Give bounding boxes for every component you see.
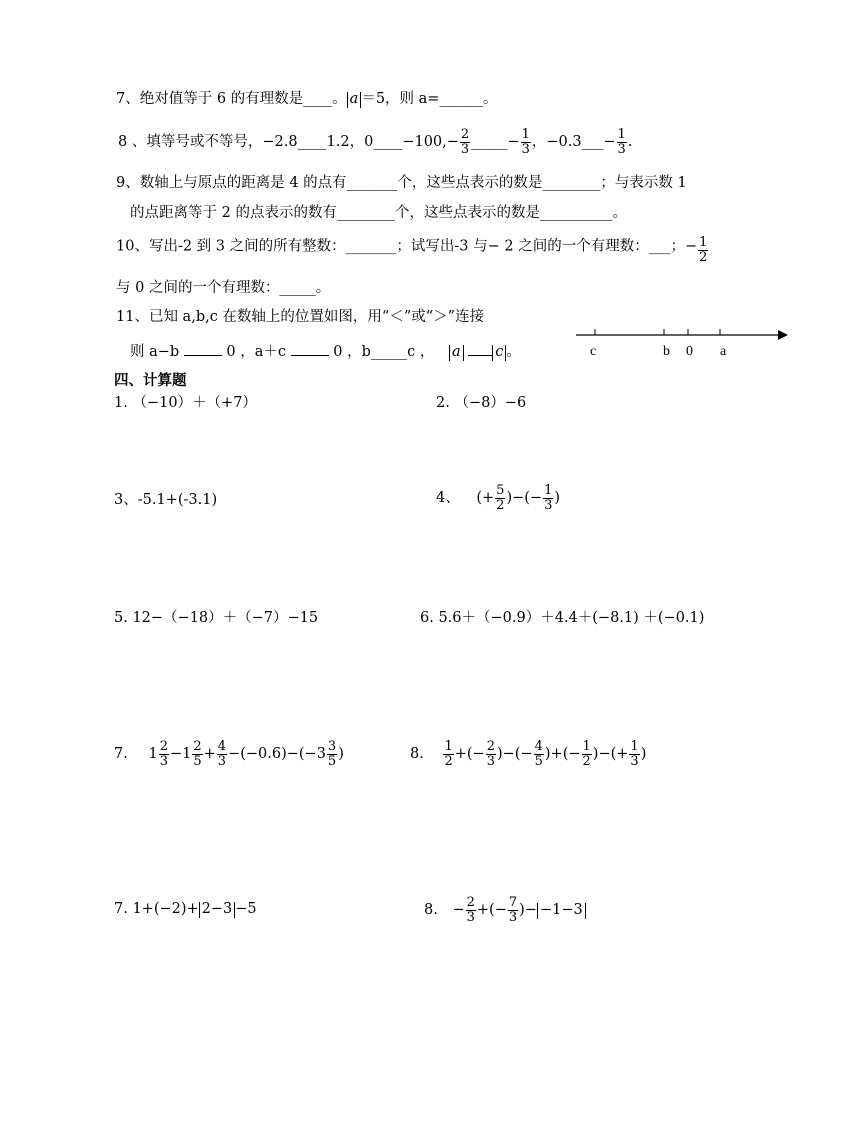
q7-text-2: ＝5，则 a=______。: [361, 91, 498, 107]
p10-frac-1: [466, 896, 476, 924]
p7-frac-1-num: 2: [159, 739, 168, 754]
p7-frac-4: [327, 740, 337, 768]
p7-frac-2: [192, 740, 202, 768]
q8-frac-3-den: 3: [617, 141, 626, 157]
question-8: [118, 128, 632, 156]
p8-frac-1-den: 2: [444, 753, 453, 769]
p7-s1: −1: [169, 746, 192, 763]
question-9-line-1: 9、数轴上与原点的距离是 4 的点有_______个，这些点表示的数是________；与表示数 1: [116, 175, 687, 191]
q8-frac-1-num: 2: [460, 127, 470, 142]
p8-frac-3: [534, 740, 544, 768]
p4-close: ): [554, 490, 561, 507]
problem-1: 1. （−10）＋（+7）: [114, 395, 257, 411]
q8-text-1: 8 、填等号或不等号，−2.8____1.2，0____−100,−: [118, 134, 459, 151]
q11-text-c: 0 ，b_____c ，: [333, 344, 435, 360]
p7-frac-4-num: 3: [327, 739, 337, 754]
p8-frac-2: [486, 740, 496, 768]
p8-s2: )−(−: [496, 746, 533, 763]
p8-frac-3-den: 5: [534, 753, 543, 769]
q8-frac-2-num: 1: [521, 127, 530, 142]
q11-text-b: 0 ，a＋c: [226, 344, 287, 360]
p7-s3: −(−0.6)−(−3: [228, 746, 326, 763]
q11-blank-1: [184, 342, 222, 356]
q10-frac: [698, 236, 708, 264]
q8-frac-2: [521, 128, 531, 156]
p7-frac-1-den: 3: [159, 753, 168, 769]
problem-4: [436, 484, 560, 512]
p4-mid: )−(−: [506, 490, 543, 507]
number-line-arrow: [778, 330, 788, 340]
problem-3: 3、-5.1+(-3.1): [114, 492, 218, 508]
p7-w1: 1: [148, 746, 158, 763]
problem-5: 5. 12−（−18）＋（−7）−15: [114, 610, 319, 626]
p4-frac-1-num: 5: [496, 483, 505, 498]
q11-abs-c: c: [492, 345, 506, 361]
p8-s1: +(−: [454, 746, 485, 763]
question-7: [116, 92, 497, 108]
q8-frac-3-num: 1: [617, 127, 626, 142]
p7-frac-3-num: 4: [217, 739, 227, 754]
p8-frac-5-num: 1: [630, 739, 639, 754]
label-a: a: [720, 344, 727, 359]
p7-frac-4-den: 5: [327, 753, 337, 769]
question-11-line-2: [130, 342, 521, 361]
q7-text-1: 7、绝对值等于 6 的有理数是____。: [116, 91, 347, 107]
q11-blank-3: [468, 342, 492, 356]
p9-post: −5: [235, 901, 257, 917]
problem-10: [424, 896, 586, 924]
p8-frac-3-num: 4: [534, 739, 543, 754]
p10-frac-1-num: 2: [466, 895, 475, 910]
question-10-line-1: [116, 236, 709, 264]
p8-s5: ): [640, 746, 647, 763]
q10-text-1: 10、写出-2 到 3 之间的所有整数：_______；试写出-3 与− 2 之间的一个有理数：___；−: [116, 238, 698, 255]
p10-frac-1-den: 3: [466, 909, 475, 925]
q7-abs-a: a: [347, 92, 362, 108]
p8-frac-5-den: 3: [630, 753, 639, 769]
problem-8: [410, 740, 646, 768]
problem-9: [114, 902, 257, 918]
problem-2: 2. （−8）−6: [436, 395, 527, 411]
problem-10-label: 8.: [424, 902, 438, 919]
p10-frac-2-num: 7: [508, 895, 518, 910]
p8-frac-2-num: 2: [486, 739, 495, 754]
problem-6: 6. 5.6＋（−0.9）＋4.4＋(−8.1) ＋(−0.1): [420, 610, 705, 626]
label-0: 0: [686, 344, 693, 359]
q8-frac-3: [617, 128, 627, 156]
p8-frac-4: [582, 740, 592, 768]
q10-frac-num: 1: [699, 235, 708, 250]
label-b: b: [663, 344, 670, 359]
p4-open: (+: [476, 490, 495, 507]
q8-text-4: .: [627, 134, 633, 151]
q11-text-a: 则 a−b: [130, 344, 180, 360]
p7-frac-3: [217, 740, 227, 768]
p7-frac-1: [159, 740, 169, 768]
p7-frac-2-den: 5: [193, 753, 202, 769]
p4-frac-1: [495, 484, 505, 512]
number-line: [570, 318, 795, 363]
section-heading: 四、计算题: [114, 373, 187, 389]
p9-pre: 1+(−2)+: [132, 901, 199, 917]
q8-frac-1: [460, 128, 470, 156]
q8-text-3: ，−0.3___−: [531, 134, 616, 151]
p4-frac-2: [543, 484, 553, 512]
q8-frac-1-den: 3: [460, 141, 470, 157]
p10-mid: +(−: [476, 902, 507, 919]
q11-text-end: 。: [506, 344, 521, 360]
question-11-line-1: 11、已知 a,b,c 在数轴上的位置如图，用“＜”或“＞”连接: [116, 309, 485, 325]
p8-frac-5: [629, 740, 639, 768]
q8-text-2: _____−: [471, 134, 520, 151]
problem-9-label: 7.: [114, 901, 128, 917]
problem-4-label: 4、: [436, 490, 460, 507]
p10-mid2: )−: [519, 902, 537, 919]
p4-frac-1-den: 2: [496, 497, 505, 513]
p4-frac-2-den: 3: [544, 497, 553, 513]
p9-abs: 2−3: [199, 902, 236, 918]
problem-8-label: 8.: [410, 746, 424, 763]
q11-abs-a: a: [449, 345, 464, 361]
p4-frac-2-num: 1: [544, 483, 553, 498]
question-9-line-2: 的点距离等于 2 的点表示的数有________个，这些点表示的数是__________。: [130, 205, 627, 221]
p8-s4: )−(+: [592, 746, 629, 763]
question-10-line-2: 与 0 之间的一个有理数：_____。: [116, 280, 331, 296]
p8-frac-1-num: 1: [444, 739, 453, 754]
p8-frac-2-den: 3: [486, 753, 495, 769]
q11-blank-2: [291, 342, 329, 356]
p10-abs: −1−3: [537, 903, 586, 919]
p7-s2: +: [203, 746, 216, 763]
p10-frac-2: [508, 896, 518, 924]
label-c: c: [590, 344, 597, 359]
problem-7: [114, 740, 344, 768]
p8-frac-4-den: 2: [582, 753, 591, 769]
p10-pre: −: [452, 902, 465, 919]
p7-s4: ): [338, 746, 344, 763]
q10-frac-den: 2: [699, 249, 708, 265]
p8-frac-1: [443, 740, 453, 768]
p10-frac-2-den: 3: [508, 909, 518, 925]
p8-s3: )+(−: [544, 746, 581, 763]
q8-frac-2-den: 3: [521, 141, 530, 157]
problem-7-label: 7.: [114, 746, 128, 763]
p8-frac-4-num: 1: [582, 739, 591, 754]
p7-frac-3-den: 3: [217, 753, 227, 769]
p7-frac-2-num: 2: [193, 739, 202, 754]
